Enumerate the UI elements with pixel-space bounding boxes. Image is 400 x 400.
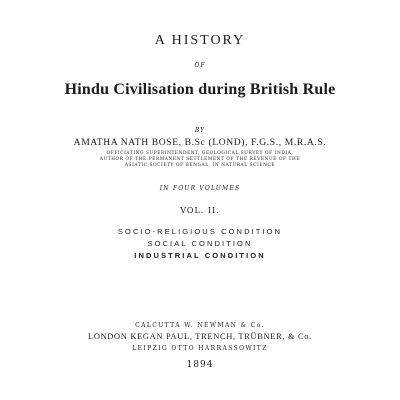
book-title: Hindu Civilisation during British Rule [64,81,336,98]
topic-line: SOCIAL CONDITION [147,239,253,248]
topic-line: INDUSTRIAL CONDITION [134,251,266,260]
author-credit-line-2: AUTHOR OF THE PERMANENT SETTLEMENT OF THE REVENUE OF THE [99,157,301,162]
author-credit-line-1: OFFICIATING SUPERINTENDENT, GEOLOGICAL SURVEY OF INDIA, [106,151,294,156]
topic-line: SOCIO-RELIGIOUS CONDITION [117,227,283,236]
publisher-line-2: LONDON KEGAN PAUL, TRENCH, TRÜBNER, & Co. [88,332,312,341]
author-credit-line-3: ASIATIC SOCIETY OF BENGAL, IN NATURAL SCIENCE [124,163,276,168]
title-by: BY [194,127,206,134]
publisher-line-1: CALCUTTA W. NEWMAN & Co. [135,322,265,329]
title-of: OF [194,62,206,69]
title-prefix: A HISTORY [154,33,246,48]
volumes-note: IN FOUR VOLUMES [159,185,241,192]
publisher-line-3: LEIPZIG OTTO HARRASSOWITZ [132,345,268,352]
publication-year: 1894 [186,360,214,370]
author-name: AMATHA NATH BOSE, B.Sc (LOND), F.G.S., M.R.A.S. [73,137,327,148]
volume-number: VOL. II. [180,206,220,215]
